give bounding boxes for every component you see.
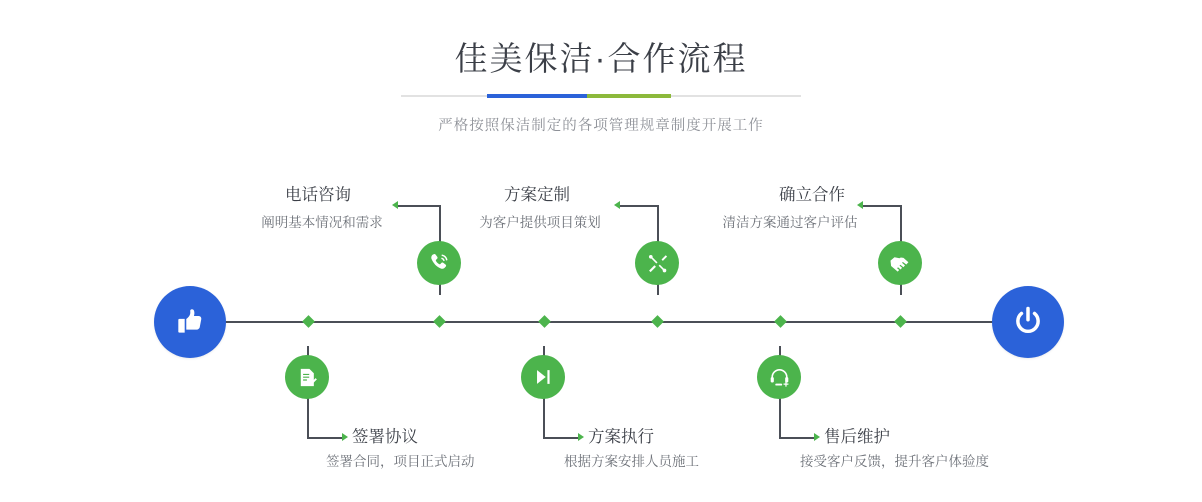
handshake-icon [888,251,912,275]
step-label-5: 确立合作 [779,186,845,204]
connector-arrow-icon [342,433,348,441]
axis-marker [433,315,446,328]
axis-marker [774,315,787,328]
step-icon-5[interactable] [878,241,922,285]
underline-accent-blue [487,94,587,98]
connector-arrow-icon [857,201,863,209]
step-label-1: 电话咨询 [285,186,351,204]
step-icon-1[interactable] [417,241,461,285]
page-subtitle: 严格按照保洁制定的各项管理规章制度开展工作 [438,118,764,134]
timeline-start-button[interactable] [154,286,226,358]
axis-marker [538,315,551,328]
connector-arrow-icon [392,201,398,209]
tools-icon [646,252,669,275]
step-label-4: 方案执行 [588,428,654,446]
axis-marker [651,315,664,328]
step-desc-2: 签署合同，项目正式启动 [326,454,475,469]
connector-line [863,205,901,207]
header [0,38,1202,135]
connector-arrow-icon [814,433,820,441]
title-underline [401,91,801,101]
timeline-end-button[interactable] [992,286,1064,358]
phone-ring-icon [427,251,451,275]
page-title: 佳美保洁·合作流程 [454,40,748,77]
step-label-3: 方案定制 [504,186,570,204]
headset-add-icon [768,366,791,389]
step-label-6: 售后维护 [824,428,890,446]
play-next-icon [532,366,554,388]
connector-line [779,437,815,439]
step-label-2: 签署协议 [352,428,418,446]
timeline-axis [160,321,1044,323]
connector-line [307,437,343,439]
timeline [0,150,1202,502]
underline-accent-green [587,94,671,98]
step-icon-3[interactable] [635,241,679,285]
step-icon-6[interactable] [757,355,801,399]
power-icon [1010,304,1046,340]
axis-marker [302,315,315,328]
step-icon-4[interactable] [521,355,565,399]
connector-line [398,205,440,207]
thumbs-up-icon [173,305,207,339]
connector-line [620,205,658,207]
step-desc-1: 阐明基本情况和需求 [261,215,383,230]
step-desc-5: 清洁方案通过客户评估 [722,215,858,230]
step-desc-3: 为客户提供项目策划 [479,215,601,230]
step-desc-6: 接受客户反馈，提升客户体验度 [800,454,989,469]
axis-marker [894,315,907,328]
connector-line [543,437,579,439]
step-icon-2[interactable] [285,355,329,399]
document-edit-icon [296,366,319,389]
step-desc-4: 根据方案安排人员施工 [564,454,699,469]
connector-arrow-icon [578,433,584,441]
connector-arrow-icon [614,201,620,209]
